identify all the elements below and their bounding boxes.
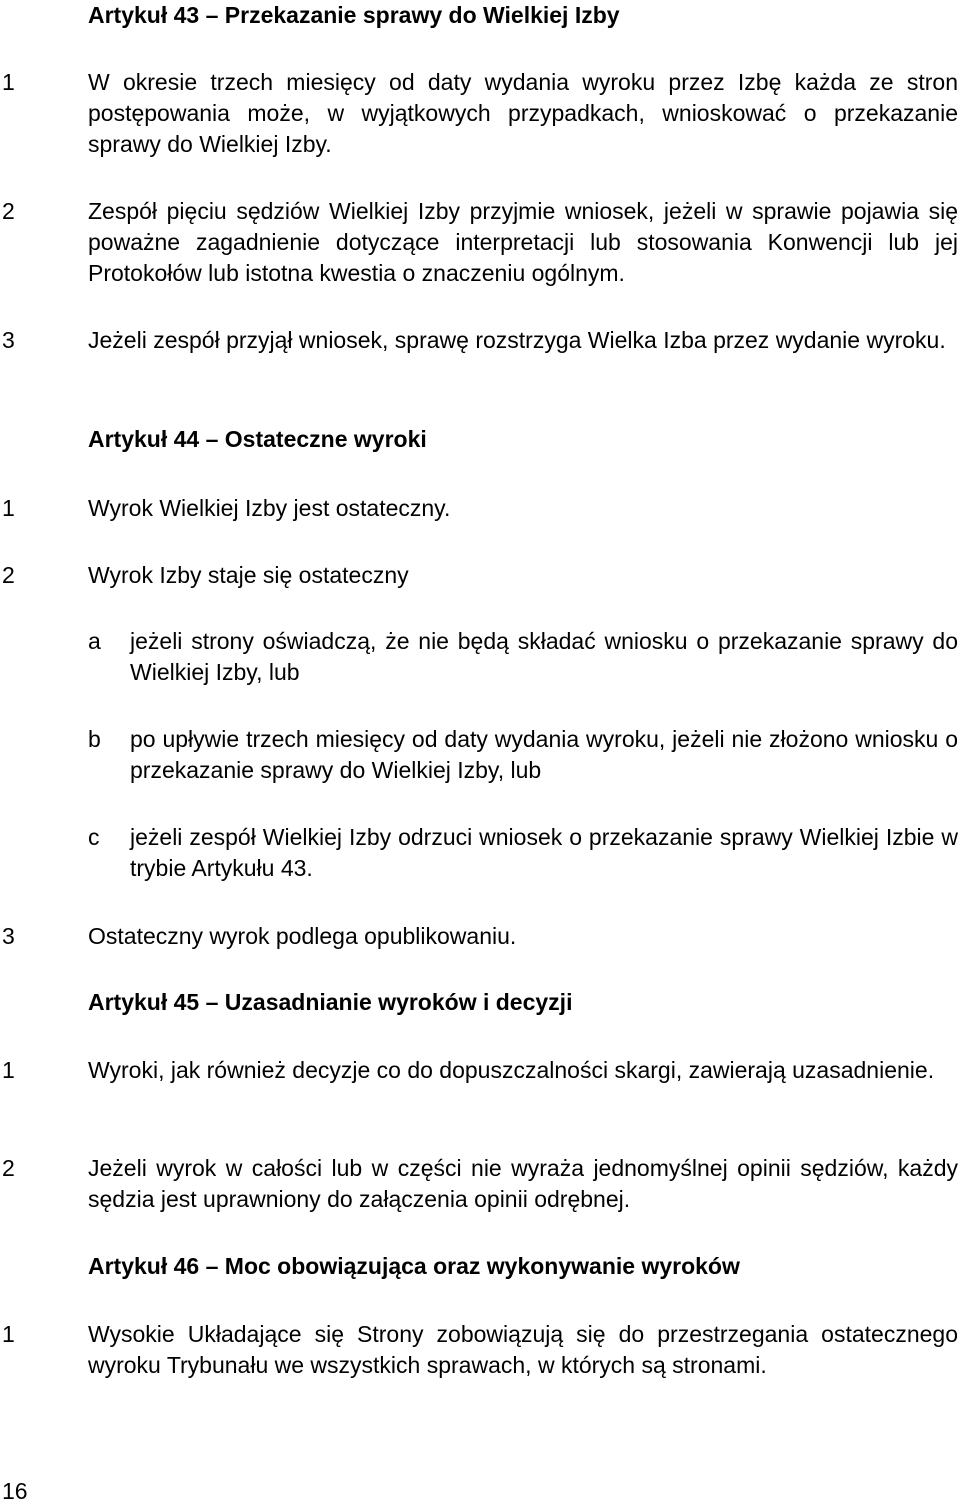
paragraph-text: Jeżeli wyrok w całości lub w części nie wyraża jednomyślnej opinii sędziów, każdy sędzia jest uprawniony do załączenia opinii odrębnej.: [88, 1155, 958, 1212]
item-text: jeżeli strony oświadczą, że nie będą składać wniosku o przekazanie sprawy do Wielkiej Izby, lub: [130, 628, 958, 685]
paragraph-text: Zespół pięciu sędziów Wielkiej Izby przyjmie wniosek, jeżeli w sprawie pojawia się poważne zagadnienie dotyczące interpretacji lub stosowania Konwencji lub jej Protokołów lub istotna kwestia o znaczeniu ogólnym.: [88, 198, 958, 286]
article-45-heading: Artykuł 45 – Uzasadnianie wyroków i decyzji: [88, 989, 573, 1015]
paragraph-number: 1: [2, 1057, 15, 1083]
paragraph-text: Wyroki, jak również decyzje co do dopuszczalności skargi, zawierają uzasadnienie.: [88, 1057, 935, 1083]
paragraph-text: Wyrok Wielkiej Izby jest ostateczny.: [88, 495, 451, 521]
item-text: po upływie trzech miesięcy od daty wydania wyroku, jeżeli nie złożono wniosku o przekazanie sprawy do Wielkiej Izby, lub: [130, 726, 958, 783]
paragraph-number: 1: [2, 495, 15, 521]
paragraph-number: 1: [2, 1321, 15, 1347]
item-text: jeżeli zespół Wielkiej Izby odrzuci wniosek o przekazanie sprawy Wielkiej Izbie w trybie Artykułu 43.: [130, 824, 958, 881]
paragraph-number: 3: [2, 327, 15, 353]
item-letter: a: [88, 628, 101, 654]
paragraph-text: Wyrok Izby staje się ostateczny: [88, 562, 409, 588]
page-number: 16: [2, 1478, 28, 1504]
paragraph-number: 1: [2, 69, 15, 95]
paragraph-number: 3: [2, 923, 15, 949]
paragraph-number: 2: [2, 562, 15, 588]
item-letter: b: [88, 726, 101, 752]
article-46-heading: Artykuł 46 – Moc obowiązująca oraz wykonywanie wyroków: [88, 1253, 740, 1279]
article-44-heading: Artykuł 44 – Ostateczne wyroki: [88, 426, 427, 452]
paragraph-text: Ostateczny wyrok podlega opublikowaniu.: [88, 923, 517, 949]
paragraph-number: 2: [2, 198, 15, 224]
paragraph-text: Jeżeli zespół przyjął wniosek, sprawę rozstrzyga Wielka Izba przez wydanie wyroku.: [88, 327, 946, 353]
item-letter: c: [88, 824, 100, 850]
paragraph-text: Wysokie Układające się Strony zobowiązują się do przestrzegania ostatecznego wyroku Trybunału we wszystkich sprawach, w których są stronami.: [88, 1321, 958, 1378]
paragraph-text: W okresie trzech miesięcy od daty wydania wyroku przez Izbę każda ze stron postępowania może, w wyjątkowych przypadkach, wnioskować o przekazanie sprawy do Wielkiej Izby.: [88, 69, 958, 157]
article-43-heading: Artykuł 43 – Przekazanie sprawy do Wielkiej Izby: [88, 2, 620, 28]
paragraph-number: 2: [2, 1155, 15, 1181]
